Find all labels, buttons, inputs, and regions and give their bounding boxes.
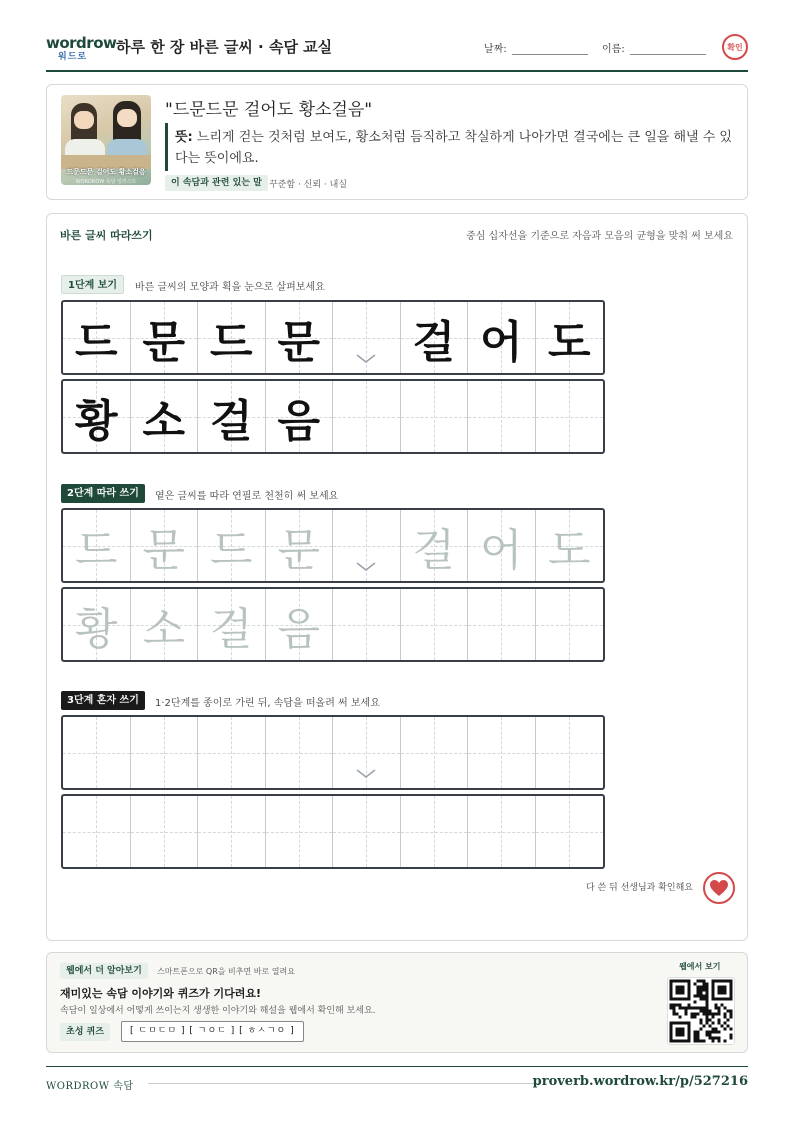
step2-row2[interactable] — [61, 587, 605, 662]
grid-char: 도 — [547, 316, 591, 368]
spacing-chevron-icon — [356, 348, 376, 367]
grid-cell[interactable] — [63, 589, 131, 660]
meaning-accent-bar — [165, 123, 168, 171]
grid-cell[interactable] — [536, 510, 604, 581]
chosung-quiz: [ ㄷㅁㄷㅁ ] [ ㄱㅇㄷ ] [ ㅎㅅㄱㅇ ] — [121, 1021, 304, 1042]
grid-cell — [266, 381, 334, 452]
grid-cell[interactable] — [468, 717, 536, 788]
grid-cell[interactable] — [333, 510, 401, 581]
date-label: 날짜: — [484, 44, 507, 55]
grid-char: 드 — [74, 524, 118, 576]
grid-cell[interactable] — [536, 796, 604, 867]
page-title: 하루 한 장 바른 글씨 · 속담 교실 — [116, 38, 333, 56]
footer-rule — [148, 1083, 540, 1084]
related-words-badge: 이 속담과 관련 있는 말 — [165, 175, 268, 191]
grid-cell[interactable] — [266, 717, 334, 788]
footer-brand: WORDROW 속담 — [46, 1081, 134, 1092]
grid-cell[interactable] — [401, 589, 469, 660]
grid-cell[interactable] — [468, 589, 536, 660]
grid-cell[interactable] — [536, 717, 604, 788]
web-qr-hint: 스마트폰으로 QR을 비추면 바로 열려요 — [157, 967, 295, 976]
grid-cell[interactable] — [401, 717, 469, 788]
grid-cell[interactable] — [198, 589, 266, 660]
grid-cell — [63, 302, 131, 373]
name-field[interactable] — [630, 54, 706, 55]
meaning-text: 느리게 걷는 것처럼 보여도, 황소처럼 듬직하고 착실하게 나아가면 결국에는 큰 일을 해낼 수 있다는 뜻이에요. — [175, 130, 732, 166]
step2-badge: 2단계 따라 쓰기 — [61, 484, 145, 503]
grid-char: 음 — [277, 395, 320, 447]
related-words: 꾸준함 · 신뢰 · 내실 — [269, 180, 348, 190]
confirm-stamp-icon: 확인 — [722, 34, 748, 60]
qr-code-icon[interactable] — [667, 977, 735, 1045]
step3-badge: 3단계 혼자 쓰기 — [61, 691, 145, 710]
web-view-label: 웹에서 보기 — [679, 962, 721, 971]
grid-cell — [468, 302, 536, 373]
grid-cell[interactable] — [63, 717, 131, 788]
teacher-check-text: 다 쓴 뒤 선생님과 확인해요 — [585, 883, 693, 893]
web-info-box — [46, 952, 748, 1053]
wordrow-logo: wordrow 워드로 — [46, 34, 117, 62]
practice-panel — [46, 213, 748, 941]
step2-desc: 옅은 글씨를 따라 연필로 천천히 써 보세요 — [155, 491, 339, 502]
web-description: 속담이 일상에서 어떻게 쓰이는지 생생한 이야기와 해설을 웹에서 확인해 보세요. — [60, 1006, 376, 1016]
footer-divider — [46, 1066, 748, 1067]
grid-cell — [198, 381, 266, 452]
grid-cell[interactable] — [131, 796, 199, 867]
grid-cell[interactable] — [468, 510, 536, 581]
grid-cell[interactable] — [131, 589, 199, 660]
web-headline: 재미있는 속담 이야기와 퀴즈가 기다려요! — [60, 987, 261, 1000]
grid-cell[interactable] — [333, 796, 401, 867]
grid-char: 도 — [547, 524, 591, 576]
quiz-label: 초성 퀴즈 — [60, 1023, 110, 1041]
proverb-card — [46, 84, 748, 200]
grid-char: 드 — [209, 316, 253, 368]
step3-row2[interactable] — [61, 794, 605, 869]
grid-cell[interactable] — [333, 589, 401, 660]
grid-char: 소 — [142, 603, 185, 655]
grid-cell — [333, 302, 401, 373]
practice-hint: 중심 십자선을 기준으로 자음과 모음의 균형을 맞춰 써 보세요 — [466, 231, 733, 242]
date-field[interactable] — [512, 54, 588, 55]
grid-cell — [401, 381, 469, 452]
grid-cell — [401, 302, 469, 373]
grid-cell[interactable] — [198, 796, 266, 867]
step3-row1[interactable] — [61, 715, 605, 790]
grid-char: 황 — [74, 395, 118, 447]
page-header — [46, 30, 748, 72]
grid-char: 어 — [479, 524, 523, 576]
grid-cell[interactable] — [536, 589, 604, 660]
grid-cell[interactable] — [266, 589, 334, 660]
grid-cell[interactable] — [401, 796, 469, 867]
grid-cell[interactable] — [198, 510, 266, 581]
grid-char: 소 — [142, 395, 185, 447]
practice-title: 바른 글씨 따라쓰기 — [60, 229, 153, 242]
illustration-caption: 드문드문 걸어도 황소걸음 — [66, 168, 146, 176]
proverb-meaning — [175, 127, 735, 169]
grid-cell[interactable] — [63, 796, 131, 867]
step2-row1[interactable] — [61, 508, 605, 583]
grid-char: 걸 — [209, 395, 253, 447]
grid-cell[interactable] — [63, 510, 131, 581]
grid-char: 어 — [479, 316, 523, 368]
web-more-badge: 웹에서 더 알아보기 — [60, 963, 148, 979]
proverb-title: "드문드문 걸어도 황소걸음" — [165, 100, 373, 120]
step1-row1 — [61, 300, 605, 375]
grid-cell — [198, 302, 266, 373]
grid-cell — [131, 381, 199, 452]
heart-stamp-icon — [703, 872, 735, 904]
proverb-illustration — [61, 95, 151, 185]
grid-char: 문 — [142, 316, 185, 368]
grid-cell — [536, 302, 604, 373]
grid-cell — [468, 381, 536, 452]
grid-char: 드 — [209, 524, 253, 576]
name-label: 이름: — [602, 44, 625, 55]
grid-char: 음 — [277, 603, 320, 655]
grid-cell — [333, 381, 401, 452]
grid-cell[interactable] — [131, 717, 199, 788]
step1-badge: 1단계 보기 — [61, 275, 124, 294]
grid-cell — [536, 381, 604, 452]
grid-cell[interactable] — [266, 796, 334, 867]
grid-cell[interactable] — [198, 717, 266, 788]
spacing-chevron-icon — [356, 556, 376, 575]
grid-char: 걸 — [412, 316, 455, 368]
grid-char: 드 — [74, 316, 118, 368]
step3-desc: 1·2단계를 종이로 가린 뒤, 속담을 떠올려 써 보세요 — [155, 698, 380, 709]
spacing-chevron-icon — [356, 763, 376, 782]
grid-char: 문 — [277, 524, 320, 576]
step1-row2 — [61, 379, 605, 454]
grid-cell[interactable] — [131, 510, 199, 581]
grid-char: 문 — [277, 316, 320, 368]
grid-cell[interactable] — [333, 717, 401, 788]
meaning-label: 뜻: — [175, 130, 193, 145]
grid-cell[interactable] — [266, 510, 334, 581]
grid-char: 문 — [142, 524, 185, 576]
grid-cell — [63, 381, 131, 452]
footer-url[interactable]: proverb.wordrow.kr/p/527216 — [532, 1074, 748, 1089]
grid-cell[interactable] — [401, 510, 469, 581]
grid-char: 걸 — [412, 524, 455, 576]
grid-char: 걸 — [209, 603, 253, 655]
grid-char: 황 — [74, 603, 118, 655]
grid-cell — [131, 302, 199, 373]
grid-cell[interactable] — [468, 796, 536, 867]
illustration-subcaption: WORDROW 속담 일러스트 — [75, 179, 137, 185]
grid-cell — [266, 302, 334, 373]
step1-desc: 바른 글씨의 모양과 획을 눈으로 살펴보세요 — [135, 282, 325, 293]
